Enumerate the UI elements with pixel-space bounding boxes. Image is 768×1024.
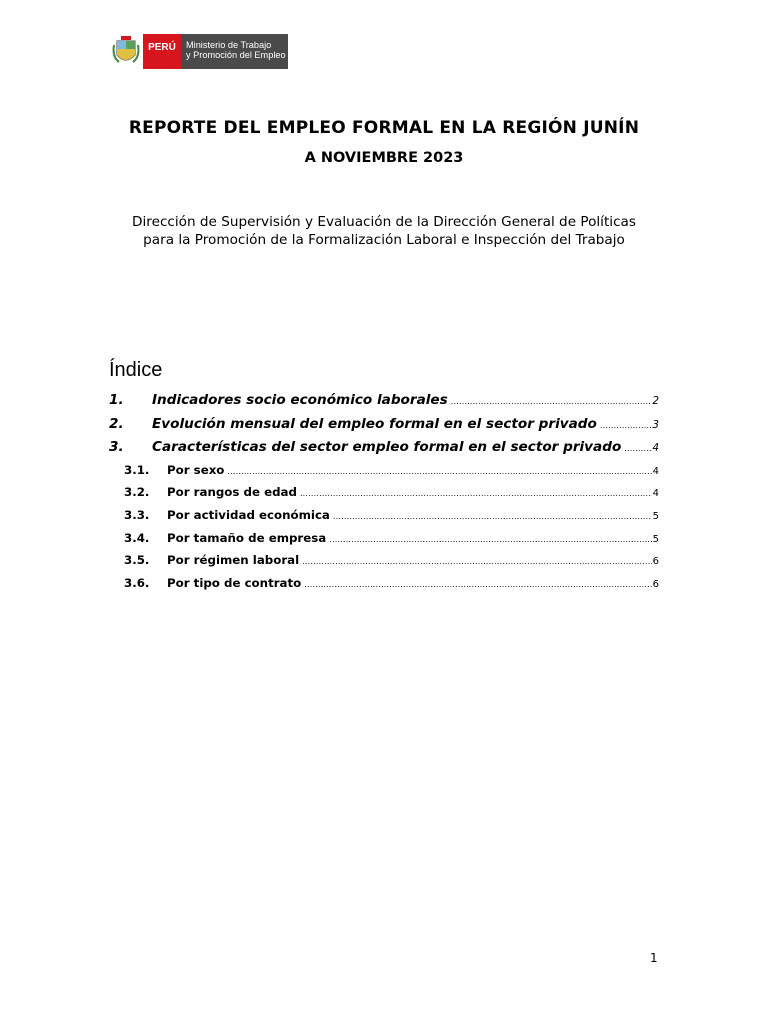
toc-subitem-label: Por régimen laboral	[167, 553, 300, 568]
table-of-contents	[109, 392, 659, 599]
toc-item[interactable]	[109, 416, 659, 440]
toc-subitem-label: Por tipo de contrato	[167, 575, 302, 590]
toc-subitem-label: Por rangos de edad	[167, 485, 297, 500]
toc-subitem-number: 3.3.	[124, 507, 150, 522]
toc-leader-dots	[600, 421, 651, 430]
logo-country: PERÚ	[143, 34, 181, 69]
toc-subitem-page: 4	[652, 465, 659, 477]
toc-leader-dots	[333, 512, 652, 521]
page-number: 1	[650, 951, 658, 965]
logo-ministry-line1: Ministerio de Trabajo	[186, 40, 272, 50]
index-heading: Índice	[109, 359, 163, 381]
issuing-office-line1: Dirección de Supervisión y Evaluación de la Dirección General de Políticas	[132, 214, 636, 230]
toc-item-number: 1.	[109, 392, 124, 408]
issuing-office	[0, 213, 768, 249]
toc-subitem[interactable]	[109, 553, 659, 576]
logo-ministry-line2: y Promoción del Empleo	[186, 50, 286, 60]
toc-item[interactable]	[109, 392, 659, 416]
toc-item-page: 4	[652, 442, 659, 454]
toc-subitem-number: 3.4.	[124, 530, 150, 545]
toc-subitem-number: 3.6.	[124, 575, 150, 590]
toc-item-number: 2.	[109, 415, 124, 432]
toc-leader-dots	[451, 397, 652, 406]
issuing-office-line2: para la Promoción de la Formalización Laboral e Inspección del Trabajo	[143, 232, 625, 248]
toc-subitem[interactable]	[109, 463, 659, 486]
toc-subitem-label: Por sexo	[167, 462, 225, 477]
toc-item-label: Características del sector empleo formal en el sector privado	[152, 439, 622, 455]
toc-subitem[interactable]	[109, 485, 659, 508]
ministry-logo	[109, 34, 288, 69]
logo-ministry-name	[181, 34, 288, 69]
toc-subitem-label: Por tamaño de empresa	[167, 530, 327, 545]
toc-subitem-number: 3.5.	[124, 553, 150, 568]
toc-subitem[interactable]	[109, 531, 659, 554]
toc-subitem-number: 3.1.	[124, 462, 150, 477]
toc-leader-dots	[624, 444, 651, 453]
document-subtitle: A NOVIEMBRE 2023	[304, 150, 464, 166]
toc-item-page: 3	[652, 418, 659, 431]
toc-leader-dots	[300, 489, 652, 498]
toc-subitem-page: 5	[652, 533, 659, 545]
toc-subitem[interactable]	[109, 508, 659, 531]
toc-leader-dots	[329, 535, 651, 544]
toc-subitem-page: 6	[652, 556, 659, 568]
toc-subitem[interactable]	[109, 576, 659, 599]
toc-leader-dots	[304, 580, 651, 589]
toc-item-label: Indicadores socio económico laborales	[152, 392, 448, 408]
toc-subitem-number: 3.2.	[124, 485, 150, 500]
toc-subitem-page: 6	[652, 578, 659, 590]
toc-subitem-page: 4	[652, 488, 659, 500]
coat-of-arms-icon	[109, 34, 143, 69]
document-title: REPORTE DEL EMPLEO FORMAL EN LA REGIÓN JUNÍN	[128, 118, 640, 138]
toc-leader-dots	[302, 557, 651, 566]
toc-subitem-label: Por actividad económica	[167, 507, 330, 522]
toc-item-page: 2	[652, 395, 659, 407]
toc-item-number: 3.	[109, 439, 124, 455]
toc-item[interactable]	[109, 439, 659, 463]
toc-subitem-page: 5	[652, 510, 659, 522]
toc-item-label: Evolución mensual del empleo formal en el sector privado	[152, 415, 597, 432]
toc-leader-dots	[227, 467, 651, 476]
